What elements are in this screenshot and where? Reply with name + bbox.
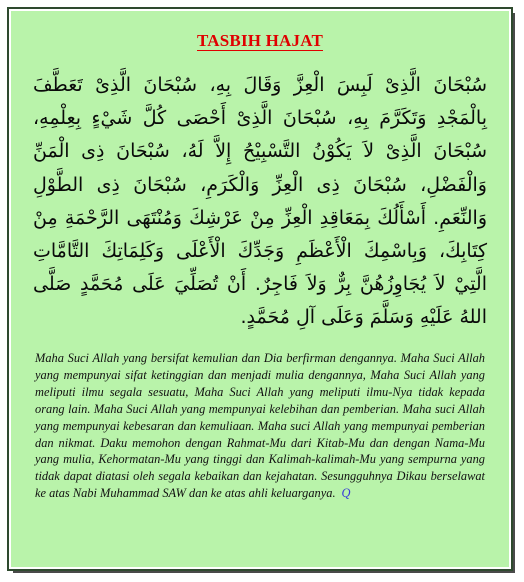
arabic-prayer-text: سُبْحَانَ الَّذِىْ لَبِسَ الْعِزَّ وَقَالَ بِهِ، سُبْحَانَ الَّذِىْ تَعَطَّفَ بِالْمَجْدِ وَتَكَرَّمَ بِهِ، سُبْحَانَ الَّذِىْ أَحْصَى كُلَّ شَيْءٍ بِعِلْمِهِ، سُبْحَانَ الَّذِىْ لاَ يَكُوْنُ التَّسْبِيْحُ إِلاَّ لَهُ، سُبْحَانَ ذِى الْمَنِّ وَالْفَضْلِ، سُبْحَانَ ذِى الْعِزِّ وَالْكَرَمِ، سُبْحَانَ ذِى الطَّوْلِ وَالنِّعَمِ. أَسْأَلُكَ بِمَعَاقِدِ الْعِزِّ مِنْ عَرْشِكَ وَمُنْتَهَى الرَّحْمَةِ مِنْ كِتَابِكَ، وَبِاسْمِكَ الْأَعْظَمِ وَجَدِّكَ الْأَعْلَى وَكَلِمَاتِكَ التَّامَّاتِ الَّتِيْ لاَ يُجَاوِزُهُنَّ بِرٌّ وَلاَ فَاجِرٌ. أَنْ تُصَلِّيَ عَلَى مُحَمَّدٍ صَلَّى اللهُ عَلَيْهِ وَسَلَّمَ وَعَلَى آلِ مُحَمَّدٍ.	[33, 74, 487, 329]
translation-body: Maha Suci Allah yang bersifat kemulian dan Dia berfirman dengannya. Maha Suci Allah yang mempunyai sifat ketinggian dan menjadi mulia dengannya, Maha Suci Allah yang meliputi ilmu segala sesuatu, Maha Suci Allah yang meliputi ilmu-Nya tidak kepada orang lain. Maha Suci Allah yang mempunyai kelebihan dan pemberian. Maha suci Allah yang mempunyai kebesaran dan kemuliaan. Maha suci Allah yang mempunyai pemberian dan nikmat. Daku memohon dengan Rahmat-Mu dari Kitab-Mu dan dengan Nama-Mu yang mulia, Kehormatan-Mu yang tinggi dan Kalimah-kalimah-Mu yang sempurna yang tidak dapat diatasi oleh segala kebaikan dan kejahatan. Sesungguhnya Dikau berselawat ke atas Nabi Muhammad SAW dan ke atas ahli keluarganya.	[35, 351, 485, 501]
title-text: TASBIH HAJAT	[197, 31, 323, 50]
end-marker: Q	[341, 486, 351, 501]
translation-text	[35, 350, 485, 502]
prayer-card	[9, 9, 511, 569]
page-title	[11, 31, 509, 51]
